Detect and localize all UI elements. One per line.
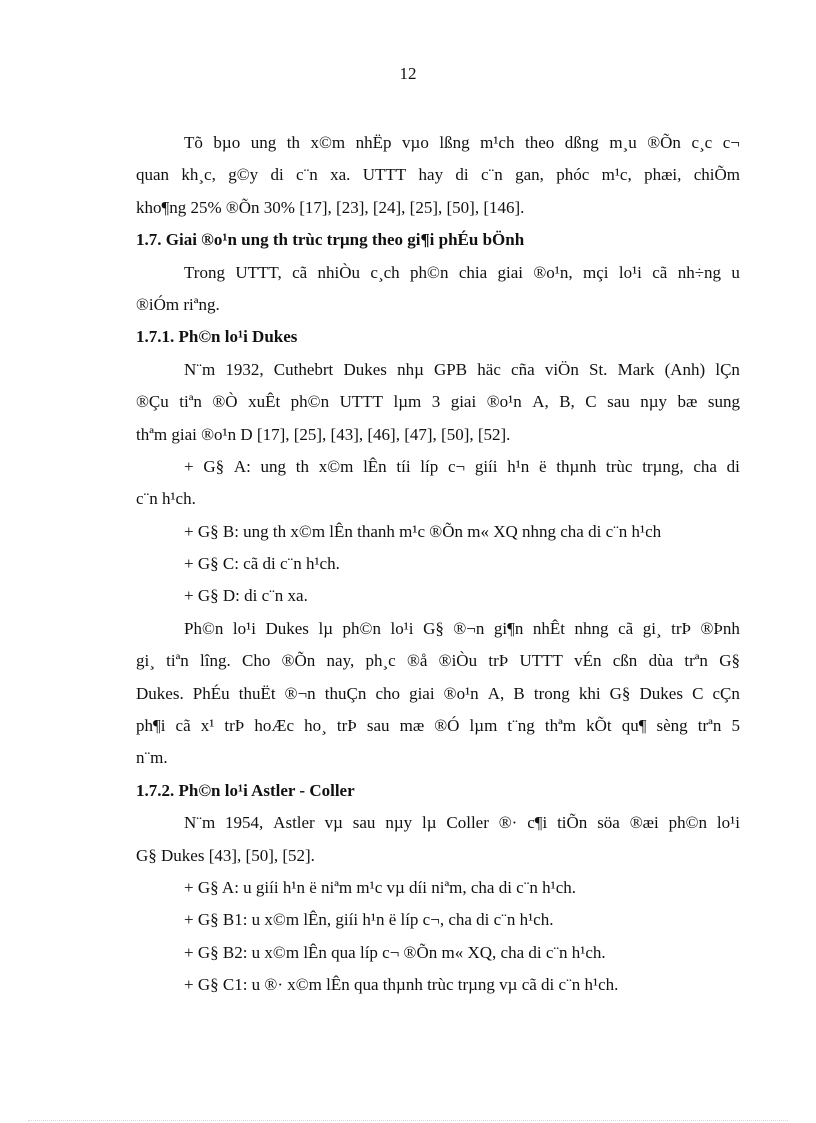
footer-divider: [28, 1120, 788, 1121]
page-number: 12: [399, 64, 417, 83]
text-line: + G§ B2: u x©m lÊn qua líp c¬ ®Õn m« XQ, cha di c¨n h¹ch.: [184, 942, 606, 962]
text-line: quan kh¸c, g©y di c¨n xa. UTTT hay di c¨n gan, phóc m¹c, phæi, chiÕm: [136, 165, 740, 185]
text-line: Ph©n lo¹i Dukes lµ ph©n lo¹i G§ ®¬n gi¶n nhÊt nhng cã gi¸ trÞ ®Þnh: [184, 618, 740, 638]
text-line: Tõ bµo ung th x©m nhËp vµo lßng m¹ch theo dßng m¸u ®Õn c¸c c¬: [184, 133, 740, 152]
text-line: kho¶ng 25% ®Õn 30% [17], [23], [24], [25], [50], [146].: [136, 197, 525, 217]
text-line: Dukes. PhÉu thuËt ®¬n thuÇn cho giai ®o¹n A, B trong khi G§ Dukes C cÇn: [136, 683, 740, 703]
text-line: N¨m 1954, Astler vµ sau nµy lµ Coller ®· c¶i tiÕn söa ®æi ph©n lo¹i: [184, 813, 740, 833]
text-line: c¨n h¹ch.: [136, 489, 196, 509]
text-line: + G§ B: ung th x©m lÊn thanh m¹c ®Õn m« XQ nhng cha di c¨n h¹ch: [184, 521, 662, 541]
text-line: + G§ A: u giíi h¹n ë niªm m¹c vµ díi niªm, cha di c¨n h¹ch.: [184, 877, 577, 897]
text-line: G§ Dukes [43], [50], [52].: [136, 845, 315, 865]
text-line: + G§ D: di c¨n xa.: [184, 586, 308, 606]
text-line: ph¶i cã x¹ trÞ hoÆc ho¸ trÞ sau mæ ®Ó lµm t¨ng thªm kÕt qu¶ sèng trªn 5: [136, 716, 740, 736]
text-line: gi¸ tiªn lîng. Cho ®Õn nay, ph¸c ®å ®iÒu trÞ UTTT vÉn cßn dùa trªn G§: [136, 651, 740, 671]
body-text: [136, 127, 740, 1002]
text-line: N¨m 1932, Cuthebrt Dukes nhµ GPB häc cña viÖn St. Mark (Anh) lÇn: [184, 359, 740, 379]
text-line: + G§ C1: u ®· x©m lÊn qua thµnh trùc trµng vµ cã di c¨n h¹ch.: [184, 975, 619, 995]
text-line: + G§ B1: u x©m lÊn, giíi h¹n ë líp c¬, cha di c¨n h¹ch.: [184, 910, 554, 930]
text-line: Trong UTTT, cã nhiÒu c¸ch ph©n chia giai ®o¹n, mçi lo¹i cã nh÷ng u: [184, 262, 740, 282]
text-line: ®iÓm riªng.: [136, 294, 220, 314]
text-line: + G§ C: cã di c¨n h¹ch.: [184, 554, 340, 574]
section-heading: 1.7. Giai ®o¹n ung th trùc trµng theo gi¶i phÉu bÖnh: [136, 230, 525, 250]
text-line: thªm giai ®o¹n D [17], [25], [43], [46], [47], [50], [52].: [136, 424, 511, 444]
text-line: + G§ A: ung th x©m lÊn tíi líp c¬ giíi h¹n ë thµnh trùc trµng, cha di: [184, 456, 740, 476]
section-heading: 1.7.2. Ph©n lo¹i Astler - Coller: [136, 780, 355, 800]
text-line: n¨m.: [136, 748, 168, 768]
text-line: ®Çu tiªn ®Ò xuÊt ph©n UTTT lµm 3 giai ®o¹n A, B, C sau nµy bæ sung: [136, 392, 740, 412]
section-heading: 1.7.1. Ph©n lo¹i Dukes: [136, 327, 298, 347]
